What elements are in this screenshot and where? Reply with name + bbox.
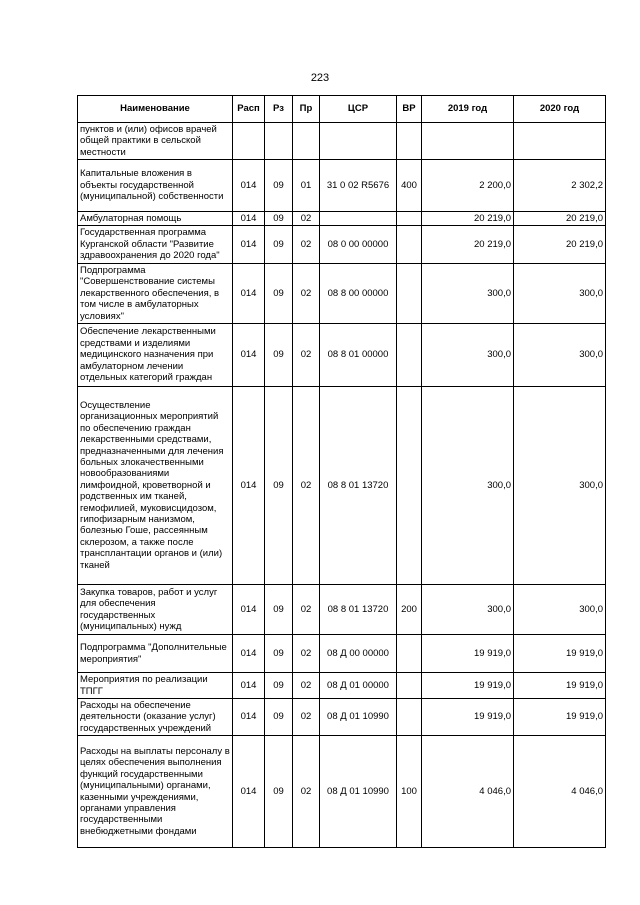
cell-name: Обеспечение лекарственными средствами и изделиями медицинского назначения при амбулаторном лечении отдельных категорий граждан — [78, 324, 233, 387]
cell-2019: 300,0 — [422, 387, 514, 585]
table-row — [78, 324, 606, 387]
table-row — [78, 160, 606, 212]
cell-vr — [397, 387, 422, 585]
table-row — [78, 699, 606, 736]
cell-rz: 09 — [265, 324, 293, 387]
cell-vr — [397, 123, 422, 160]
cell-pr: 02 — [293, 736, 320, 848]
cell-csr: 08 8 01 00000 — [320, 324, 397, 387]
table-header-row — [78, 96, 606, 123]
cell-name: Амбулаторная помощь — [78, 212, 233, 226]
cell-2020: 4 046,0 — [514, 736, 606, 848]
cell-csr: 08 Д 01 00000 — [320, 673, 397, 699]
table-row — [78, 226, 606, 264]
cell-csr — [320, 212, 397, 226]
cell-rasp: 014 — [233, 264, 265, 324]
cell-name: Осуществление организационных мероприятий по обеспечению граждан лекарственными средствами, предназначенными для лечения больных злокачественными новообразованиями лимфоидной, кроветворной и родственных им тканей, гемофилией, муковисцидозом, гипофизарным нанизмом, болезнью Гоше, рассеянным склерозом, а также после трансплантации органов и (или) тканей — [78, 387, 233, 585]
cell-rz: 09 — [265, 635, 293, 673]
cell-2020: 300,0 — [514, 264, 606, 324]
cell-2019: 19 919,0 — [422, 699, 514, 736]
cell-vr — [397, 635, 422, 673]
cell-csr: 08 Д 01 10990 — [320, 736, 397, 848]
cell-vr: 400 — [397, 160, 422, 212]
cell-rasp: 014 — [233, 673, 265, 699]
cell-csr: 08 8 01 13720 — [320, 387, 397, 585]
cell-rz: 09 — [265, 585, 293, 635]
cell-vr — [397, 673, 422, 699]
header-rasp: Расп — [233, 96, 265, 123]
cell-name: Подпрограмма "Совершенствование системы лекарственного обеспечения, в том числе в амбулаторных условиях" — [78, 264, 233, 324]
cell-rasp — [233, 123, 265, 160]
cell-csr: 31 0 02 R5676 — [320, 160, 397, 212]
table-row — [78, 387, 606, 585]
cell-vr — [397, 699, 422, 736]
cell-rasp: 014 — [233, 635, 265, 673]
page-number: 223 — [310, 72, 330, 84]
header-rz: Рз — [265, 96, 293, 123]
cell-rasp: 014 — [233, 324, 265, 387]
cell-name: Закупка товаров, работ и услуг для обеспечения государственных (муниципальных) нужд — [78, 585, 233, 635]
cell-rz: 09 — [265, 226, 293, 264]
cell-csr — [320, 123, 397, 160]
cell-2019: 300,0 — [422, 324, 514, 387]
cell-pr: 02 — [293, 324, 320, 387]
cell-csr: 08 8 01 13720 — [320, 585, 397, 635]
cell-2020: 20 219,0 — [514, 226, 606, 264]
cell-pr: 01 — [293, 160, 320, 212]
cell-2020 — [514, 123, 606, 160]
cell-2020: 20 219,0 — [514, 212, 606, 226]
header-pr: Пр — [293, 96, 320, 123]
budget-table — [77, 95, 606, 848]
cell-rz: 09 — [265, 160, 293, 212]
cell-vr — [397, 264, 422, 324]
cell-rasp: 014 — [233, 585, 265, 635]
header-2019: 2019 год — [422, 96, 514, 123]
cell-2020: 19 919,0 — [514, 699, 606, 736]
cell-vr — [397, 324, 422, 387]
cell-rasp: 014 — [233, 226, 265, 264]
cell-rz: 09 — [265, 387, 293, 585]
cell-2019: 20 219,0 — [422, 226, 514, 264]
cell-pr: 02 — [293, 226, 320, 264]
cell-rasp: 014 — [233, 160, 265, 212]
cell-name: Мероприятия по реализации ТПГГ — [78, 673, 233, 699]
cell-rz: 09 — [265, 699, 293, 736]
table-row — [78, 212, 606, 226]
cell-pr: 02 — [293, 212, 320, 226]
table-row — [78, 264, 606, 324]
cell-2020: 300,0 — [514, 585, 606, 635]
cell-csr: 08 Д 01 10990 — [320, 699, 397, 736]
cell-pr: 02 — [293, 585, 320, 635]
cell-pr: 02 — [293, 264, 320, 324]
cell-2019: 19 919,0 — [422, 635, 514, 673]
cell-pr: 02 — [293, 699, 320, 736]
cell-rasp: 014 — [233, 212, 265, 226]
cell-rz: 09 — [265, 736, 293, 848]
cell-rz: 09 — [265, 264, 293, 324]
cell-name: Расходы на выплаты персоналу в целях обеспечения выполнения функций государственными (муниципальными) органами, казенными учреждениями, органами управления государственными внебюджетными фондами — [78, 736, 233, 848]
cell-vr: 100 — [397, 736, 422, 848]
cell-name: Подпрограмма "Дополнительные мероприятия" — [78, 635, 233, 673]
cell-vr: 200 — [397, 585, 422, 635]
cell-csr: 08 Д 00 00000 — [320, 635, 397, 673]
cell-rasp: 014 — [233, 387, 265, 585]
table-row — [78, 736, 606, 848]
cell-pr — [293, 123, 320, 160]
cell-name: Государственная программа Курганской области "Развитие здравоохранения до 2020 года" — [78, 226, 233, 264]
cell-rasp: 014 — [233, 699, 265, 736]
cell-2019: 19 919,0 — [422, 673, 514, 699]
cell-vr — [397, 226, 422, 264]
cell-vr — [397, 212, 422, 226]
cell-name: Капитальные вложения в объекты государственной (муниципальной) собственности — [78, 160, 233, 212]
cell-2020: 19 919,0 — [514, 635, 606, 673]
cell-csr: 08 0 00 00000 — [320, 226, 397, 264]
cell-name: Расходы на обеспечение деятельности (оказание услуг) государственных учреждений — [78, 699, 233, 736]
cell-2020: 2 302,2 — [514, 160, 606, 212]
table-row — [78, 635, 606, 673]
cell-2019: 300,0 — [422, 264, 514, 324]
cell-name: пунктов и (или) офисов врачей общей практики в сельской местности — [78, 123, 233, 160]
header-name: Наименование — [78, 96, 233, 123]
cell-2019: 4 046,0 — [422, 736, 514, 848]
cell-rasp: 014 — [233, 736, 265, 848]
cell-2020: 19 919,0 — [514, 673, 606, 699]
cell-2019 — [422, 123, 514, 160]
cell-2019: 300,0 — [422, 585, 514, 635]
cell-rz: 09 — [265, 212, 293, 226]
cell-pr: 02 — [293, 673, 320, 699]
cell-pr: 02 — [293, 635, 320, 673]
cell-2020: 300,0 — [514, 387, 606, 585]
cell-rz: 09 — [265, 673, 293, 699]
header-csr: ЦСР — [320, 96, 397, 123]
cell-2019: 2 200,0 — [422, 160, 514, 212]
table-row — [78, 585, 606, 635]
header-vr: ВР — [397, 96, 422, 123]
header-2020: 2020 год — [514, 96, 606, 123]
table-row — [78, 123, 606, 160]
cell-csr: 08 8 00 00000 — [320, 264, 397, 324]
cell-rz — [265, 123, 293, 160]
cell-pr: 02 — [293, 387, 320, 585]
cell-2019: 20 219,0 — [422, 212, 514, 226]
cell-2020: 300,0 — [514, 324, 606, 387]
table-body — [78, 123, 606, 848]
table-row — [78, 673, 606, 699]
